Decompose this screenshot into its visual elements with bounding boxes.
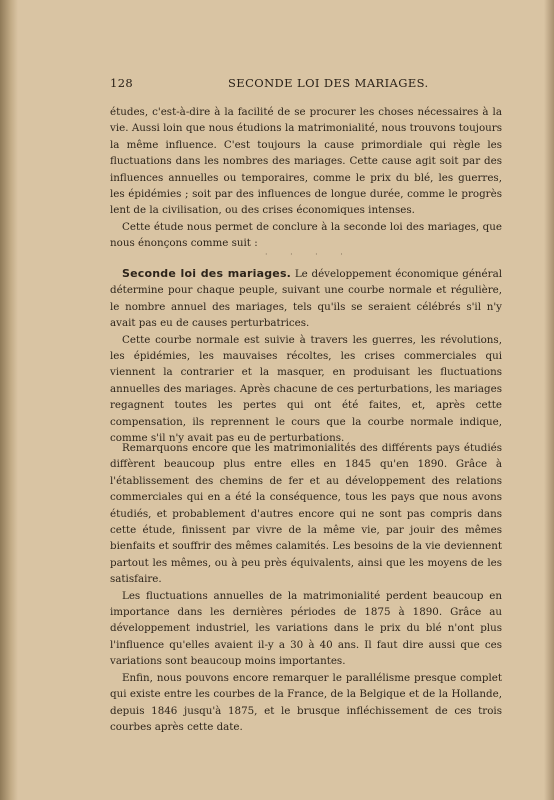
law-title: Seconde loi des mariages. [122,267,292,280]
law-text: Le développement économique général détermine pour chaque peuple, suivant une courbe normale et régulière, le nombre annuel des mariages, tels qu'ils se seraient célébrés s'il n'y avait pas eu de causes perturbatrices. [110,268,502,330]
paragraph-block-2 [110,440,502,735]
law-statement-block [110,266,502,446]
paragraph-5: Remarquons encore que les matrimonialités des différents pays étudiés diffèrent beaucoup plus entre elles en 1845 qu'en 1890. Grâce à l'établissement des chemins de fer et au développement des relations commerciales qui en a été la conséquence, tous les pays que nous avons étudiés, et probablement d'autres encore qui ne sont pas compris dans cette étude, finissent par vivre de la même vie, par jouir des mêmes bienfaits et souffrir des mêmes calamités. Les besoins de la vie deviennent partout les mêmes, ou à peu près équivalents, ainsi que les moyens de les satisfaire. [110,442,502,586]
paragraph-7: Enfin, nous pouvons encore remarquer le parallélisme presque complet qui existe entre les courbes de la France, de la Belgique et de la Hollande, depuis 1846 jusqu'à 1875, et le brusque infléchissement de ces trois courbes après cette date. [110,671,502,733]
paragraph-6: Les fluctuations annuelles de la matrimonialité perdent beaucoup en importance dans les dernières périodes de 1875 à 1890. Grâce au développement industriel, les variations dans le prix du blé n'ont plus l'influence qu'elles avaient il-y a 30 à 40 ans. Il faut dire aussi que ces variations sont beaucoup moins importantes. [110,589,502,668]
running-head: SECONDE LOI DES MARIAGES. [228,76,429,90]
page-number: 128 [110,76,134,90]
paragraph-1: études, c'est-à-dire à la facilité de se procurer les choses nécessaires à la vie. Aussi loin que nous étudions la matrimonialité, nous trouvons toujours la même influence. C'est toujours la cause primordiale qui règle les fluctuations dans les nombres des mariages. Cette cause agit soit par des influences annuelles ou temporaires, comme le prix du blé, les guerres, les épidémies ; soit par des influences de longue durée, comme le progrès lent de la civilisation, ou des crises économiques intenses. [110,106,502,217]
page-header [110,76,480,96]
page-binding-shadow [0,0,18,800]
page-edge-shadow [544,0,554,800]
paragraph-4: Cette courbe normale est suivie à travers les guerres, les révolutions, les épidémies, les mauvaises récoltes, les crises commerciales qui viennent la contrarier et la masquer, en produisant les fluctuations annuelles des mariages. Après chacune de ces perturbations, les mariages regagnent toutes les pertes qui ont été faites, et, après cette compensation, ils reprennent le cours que la courbe normale indique, comme s'il n'y avait pas eu de perturbations. [110,333,502,445]
ornament-separator: · · · · [265,250,353,259]
paragraph-2: Cette étude nous permet de conclure à la seconde loi des mariages, que nous énonçons comme suit : [110,220,502,250]
paragraph-block-1 [110,104,502,252]
law-statement [110,266,502,332]
